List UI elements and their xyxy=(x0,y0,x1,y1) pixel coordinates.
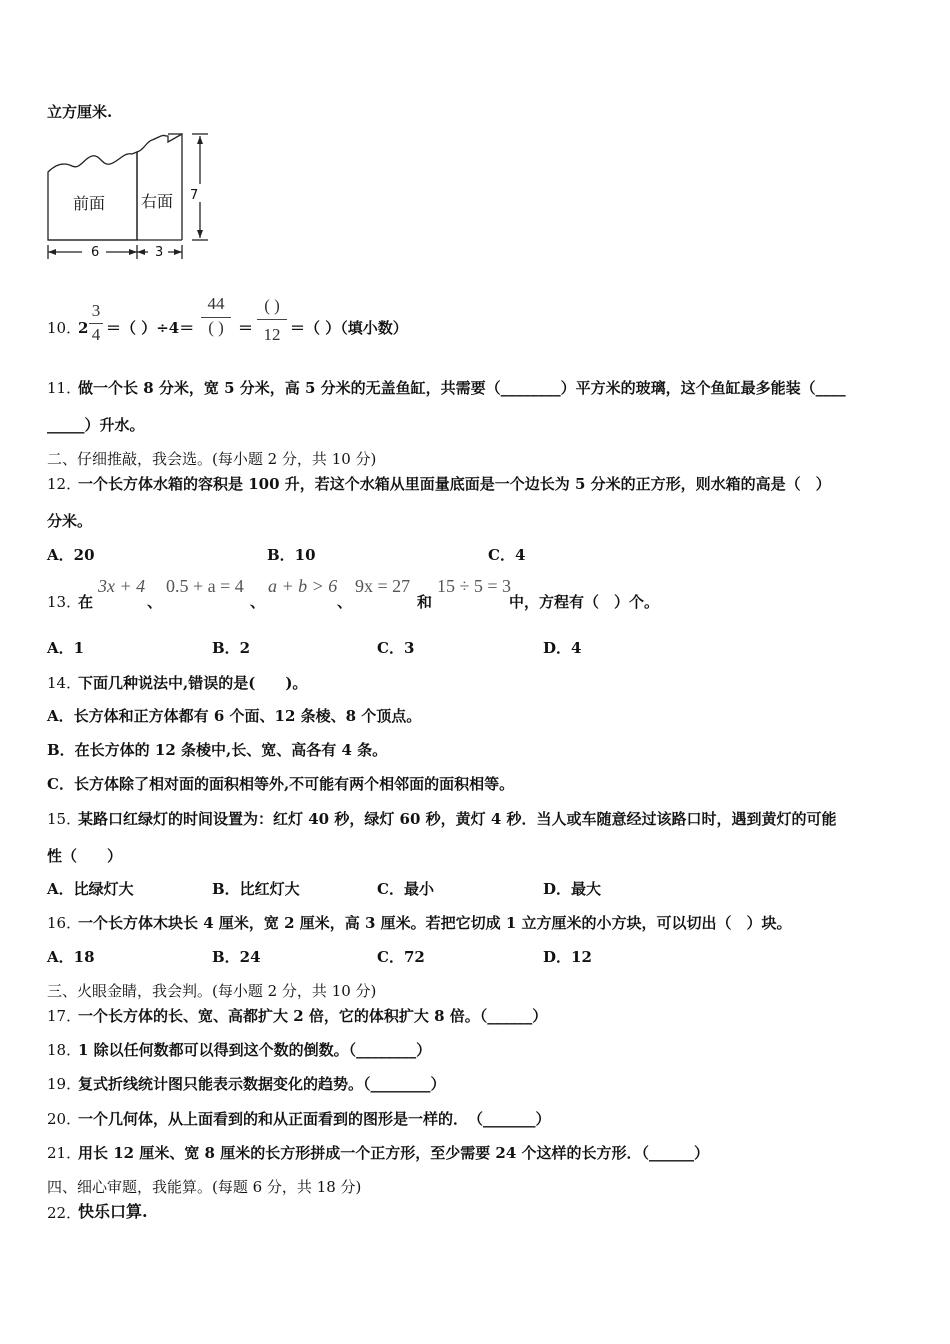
q10-number: 10． xyxy=(47,319,82,337)
q13-expr4: 9x = 27 xyxy=(355,576,411,596)
q13-post: 中，方程有（ ）个。 xyxy=(509,593,660,611)
q12-option-c[interactable]: C．4 xyxy=(488,546,526,564)
q12-line2: 分米。 xyxy=(47,512,93,530)
q10-frac2-den: ( ) xyxy=(208,318,224,337)
q10-frac1-den: 4 xyxy=(91,325,101,344)
q11-number: 11． xyxy=(47,379,82,397)
q16-option-d[interactable]: D．12 xyxy=(543,948,592,966)
front-label: 前面 xyxy=(73,194,106,213)
q13-expr2: 0.5 + a = 4 xyxy=(166,576,244,596)
q15-number: 15． xyxy=(47,810,82,828)
q13-option-d[interactable]: D．4 xyxy=(543,639,582,657)
right-face xyxy=(137,134,182,240)
q10-part-b: ＝（ ）（填小数） xyxy=(290,319,408,337)
q16-stem: 一个长方体木块长 4 厘米，宽 2 厘米，高 3 厘米。若把它切成 1 立方厘米的小方块，可以切出（ ）块。 xyxy=(78,914,792,932)
q22-number: 22． xyxy=(47,1204,82,1222)
dim-depth: 3 xyxy=(155,245,164,260)
q13-expr3: a + b > 6 xyxy=(268,576,338,596)
section-4-heading: 四、细心审题，我能算。(每题 6 分，共 18 分) xyxy=(47,1178,362,1196)
q14-option-b[interactable]: B．在长方体的 12 条棱中,长、宽、高各有 4 条。 xyxy=(47,741,388,759)
q14-option-a[interactable]: A．长方体和正方体都有 6 个面、12 条棱、8 个顶点。 xyxy=(47,707,422,725)
q20-number: 20． xyxy=(47,1110,82,1128)
q13-number: 13． xyxy=(47,593,82,611)
dim-height: 7 xyxy=(190,188,199,203)
q15-line1: 某路口红绿灯的时间设置为：红灯 40 秒，绿灯 60 秒，黄灯 4 秒．当人或车随意经过该路口时，遇到黄灯的可能 xyxy=(78,810,837,828)
q13-option-b[interactable]: B．2 xyxy=(212,639,251,657)
q12-option-a[interactable]: A．20 xyxy=(47,546,95,564)
q10-frac2-num: 44 xyxy=(207,294,225,313)
q17-number: 17． xyxy=(47,1007,82,1025)
q13-pre: 在 xyxy=(78,593,94,611)
q13-option-a[interactable]: A．1 xyxy=(47,639,85,657)
q15-option-d[interactable]: D．最大 xyxy=(543,880,602,898)
q10-part-a: ＝（ ）÷4＝ xyxy=(106,319,195,337)
q10-eq2: ＝ xyxy=(238,319,254,337)
q17-stem: 一个长方体的长、宽、高都扩大 2 倍，它的体积扩大 8 倍。（______） xyxy=(78,1007,548,1025)
q12-number: 12． xyxy=(47,475,82,493)
q21-number: 21． xyxy=(47,1144,82,1162)
q12-option-b[interactable]: B．10 xyxy=(267,546,316,564)
q18-number: 18． xyxy=(47,1041,82,1059)
q14-number: 14． xyxy=(47,674,82,692)
q13-and: 和 xyxy=(417,593,433,611)
q15-line2: 性（ ） xyxy=(47,847,123,865)
q16-number: 16． xyxy=(47,914,82,932)
q13-sep2: 、 xyxy=(250,593,266,611)
q10-whole: 2 xyxy=(78,319,89,337)
q20-stem: 一个几何体，从上面看到的和从正面看到的图形是一样的． （_______） xyxy=(78,1110,551,1128)
q12-line1: 一个长方体水箱的容积是 100 升，若这个水箱从里面量底面是一个边长为 5 分米的正方形，则水箱的高是（ ） xyxy=(78,475,831,493)
q13-sep3: 、 xyxy=(337,593,353,611)
q10-frac3-den: 12 xyxy=(263,325,281,344)
q18-stem: 1 除以任何数都可以得到这个数的倒数。（________） xyxy=(78,1041,432,1059)
q19-stem: 复式折线统计图只能表示数据变化的趋势。（________） xyxy=(78,1075,446,1093)
intro-unit: 立方厘米. xyxy=(47,103,113,121)
q10-frac1-num: 3 xyxy=(91,301,101,320)
q11-line2: _____）升水。 xyxy=(47,416,145,434)
q10-frac3-num: ( ) xyxy=(264,296,280,315)
q16-option-b[interactable]: B．24 xyxy=(212,948,261,966)
section-3-heading: 三、火眼金睛，我会判。(每小题 2 分，共 10 分) xyxy=(47,982,377,1000)
q15-option-c[interactable]: C．最小 xyxy=(377,880,434,898)
right-label: 右面 xyxy=(141,192,174,211)
q13-option-c[interactable]: C．3 xyxy=(377,639,415,657)
dim-width: 6 xyxy=(91,245,100,260)
q13-sep1: 、 xyxy=(147,593,163,611)
q15-option-b[interactable]: B．比红灯大 xyxy=(212,880,300,898)
q21-stem: 用长 12 厘米、宽 8 厘米的长方形拼成一个正方形，至少需要 24 个这样的长方形．（______） xyxy=(78,1144,710,1162)
q16-option-a[interactable]: A．18 xyxy=(47,948,95,966)
q16-option-c[interactable]: C．72 xyxy=(377,948,425,966)
q14-stem: 下面几种说法中,错误的是( )。 xyxy=(78,674,308,692)
q13-expr1: 3x + 4 xyxy=(98,576,146,596)
fish-tank-figure xyxy=(40,128,210,268)
q13-expr5: 15 ÷ 5 = 3 xyxy=(437,576,512,596)
section-2-heading: 二、仔细推敲，我会选。(每小题 2 分，共 10 分) xyxy=(47,450,377,468)
q11-line1: 做一个长 8 分米，宽 5 分米，高 5 分米的无盖鱼缸，共需要（________）平方米的玻璃，这个鱼缸最多能装（____ xyxy=(78,379,846,397)
q14-option-c[interactable]: C．长方体除了相对面的面积相等外,不可能有两个相邻面的面积相等。 xyxy=(47,775,515,793)
q15-option-a[interactable]: A．比绿灯大 xyxy=(47,880,134,898)
q19-number: 19． xyxy=(47,1075,82,1093)
q22-stem: 快乐口算. xyxy=(78,1202,148,1221)
